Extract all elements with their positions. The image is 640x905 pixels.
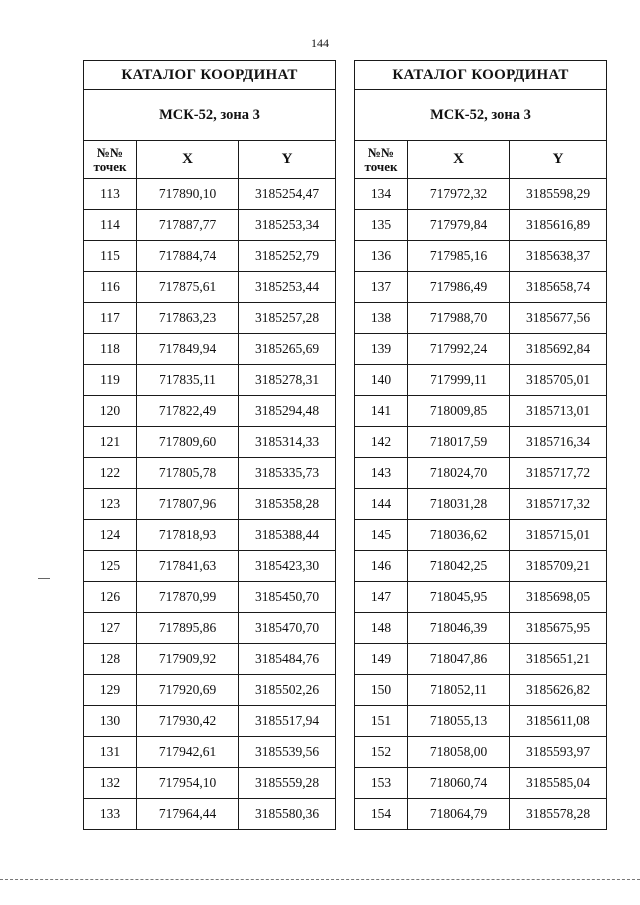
x-coordinate-cell: 717954,10 bbox=[137, 768, 239, 799]
table-row bbox=[84, 210, 336, 241]
table-row bbox=[355, 768, 607, 799]
y-coordinate-cell: 3185388,44 bbox=[239, 520, 336, 551]
x-coordinate-cell: 718060,74 bbox=[408, 768, 510, 799]
point-number-cell: 141 bbox=[355, 396, 408, 427]
x-coordinate-cell: 718052,11 bbox=[408, 675, 510, 706]
y-coordinate-cell: 3185484,76 bbox=[239, 644, 336, 675]
point-number-cell: 133 bbox=[84, 799, 137, 830]
y-coordinate-cell: 3185502,26 bbox=[239, 675, 336, 706]
header-x: X bbox=[408, 141, 510, 179]
x-coordinate-cell: 717988,70 bbox=[408, 303, 510, 334]
x-coordinate-cell: 717992,24 bbox=[408, 334, 510, 365]
x-coordinate-cell: 717930,42 bbox=[137, 706, 239, 737]
y-coordinate-cell: 3185253,34 bbox=[239, 210, 336, 241]
x-coordinate-cell: 718042,25 bbox=[408, 551, 510, 582]
coordinate-system: МСК-52, зона 3 bbox=[84, 90, 336, 141]
x-coordinate-cell: 718047,86 bbox=[408, 644, 510, 675]
x-coordinate-cell: 717835,11 bbox=[137, 365, 239, 396]
point-number-cell: 152 bbox=[355, 737, 408, 768]
page-footer-rule bbox=[0, 879, 640, 880]
y-coordinate-cell: 3185692,84 bbox=[510, 334, 607, 365]
table-row bbox=[355, 210, 607, 241]
table-row bbox=[84, 334, 336, 365]
margin-mark bbox=[38, 578, 50, 579]
coordinate-table-right bbox=[354, 60, 607, 830]
x-coordinate-cell: 718045,95 bbox=[408, 582, 510, 613]
x-coordinate-cell: 717909,92 bbox=[137, 644, 239, 675]
table-row bbox=[355, 396, 607, 427]
point-number-cell: 139 bbox=[355, 334, 408, 365]
x-coordinate-cell: 717999,11 bbox=[408, 365, 510, 396]
table-title: КАТАЛОГ КООРДИНАТ bbox=[84, 61, 336, 90]
x-coordinate-cell: 717890,10 bbox=[137, 179, 239, 210]
x-coordinate-cell: 718046,39 bbox=[408, 613, 510, 644]
x-coordinate-cell: 717884,74 bbox=[137, 241, 239, 272]
table-row bbox=[355, 427, 607, 458]
header-y: Y bbox=[239, 141, 336, 179]
point-number-cell: 134 bbox=[355, 179, 408, 210]
x-coordinate-cell: 718017,59 bbox=[408, 427, 510, 458]
point-number-cell: 125 bbox=[84, 551, 137, 582]
point-number-cell: 150 bbox=[355, 675, 408, 706]
point-number-cell: 121 bbox=[84, 427, 137, 458]
x-coordinate-cell: 717870,99 bbox=[137, 582, 239, 613]
table-row bbox=[84, 706, 336, 737]
x-coordinate-cell: 718031,28 bbox=[408, 489, 510, 520]
table-row bbox=[84, 644, 336, 675]
y-coordinate-cell: 3185658,74 bbox=[510, 272, 607, 303]
table-row bbox=[84, 520, 336, 551]
y-coordinate-cell: 3185717,32 bbox=[510, 489, 607, 520]
point-number-cell: 124 bbox=[84, 520, 137, 551]
table-row bbox=[84, 675, 336, 706]
point-number-cell: 130 bbox=[84, 706, 137, 737]
table-row bbox=[355, 489, 607, 520]
header-point-number: №№ точек bbox=[355, 141, 408, 179]
point-number-cell: 120 bbox=[84, 396, 137, 427]
table-row bbox=[84, 799, 336, 830]
y-coordinate-cell: 3185705,01 bbox=[510, 365, 607, 396]
point-number-cell: 147 bbox=[355, 582, 408, 613]
coordinate-table-left bbox=[83, 60, 336, 830]
y-coordinate-cell: 3185423,30 bbox=[239, 551, 336, 582]
point-number-cell: 148 bbox=[355, 613, 408, 644]
header-y: Y bbox=[510, 141, 607, 179]
y-coordinate-cell: 3185611,08 bbox=[510, 706, 607, 737]
y-coordinate-cell: 3185677,56 bbox=[510, 303, 607, 334]
table-row bbox=[84, 737, 336, 768]
table-row bbox=[355, 799, 607, 830]
point-number-cell: 123 bbox=[84, 489, 137, 520]
y-coordinate-cell: 3185651,21 bbox=[510, 644, 607, 675]
table-row bbox=[355, 706, 607, 737]
point-number-cell: 136 bbox=[355, 241, 408, 272]
table-row bbox=[355, 179, 607, 210]
y-coordinate-cell: 3185314,33 bbox=[239, 427, 336, 458]
x-coordinate-cell: 717807,96 bbox=[137, 489, 239, 520]
point-number-cell: 127 bbox=[84, 613, 137, 644]
y-coordinate-cell: 3185638,37 bbox=[510, 241, 607, 272]
y-coordinate-cell: 3185716,34 bbox=[510, 427, 607, 458]
point-number-cell: 140 bbox=[355, 365, 408, 396]
point-number-cell: 142 bbox=[355, 427, 408, 458]
point-number-cell: 153 bbox=[355, 768, 408, 799]
x-coordinate-cell: 718024,70 bbox=[408, 458, 510, 489]
x-coordinate-cell: 717895,86 bbox=[137, 613, 239, 644]
page-number: 144 bbox=[311, 36, 329, 50]
y-coordinate-cell: 3185580,36 bbox=[239, 799, 336, 830]
y-coordinate-cell: 3185715,01 bbox=[510, 520, 607, 551]
x-coordinate-cell: 717887,77 bbox=[137, 210, 239, 241]
x-coordinate-cell: 717986,49 bbox=[408, 272, 510, 303]
y-coordinate-cell: 3185598,29 bbox=[510, 179, 607, 210]
y-coordinate-cell: 3185252,79 bbox=[239, 241, 336, 272]
y-coordinate-cell: 3185254,47 bbox=[239, 179, 336, 210]
y-coordinate-cell: 3185578,28 bbox=[510, 799, 607, 830]
table-row bbox=[84, 427, 336, 458]
table-body-right bbox=[355, 179, 607, 830]
table-row bbox=[84, 458, 336, 489]
table-row bbox=[84, 551, 336, 582]
x-coordinate-cell: 718055,13 bbox=[408, 706, 510, 737]
point-number-cell: 122 bbox=[84, 458, 137, 489]
y-coordinate-cell: 3185616,89 bbox=[510, 210, 607, 241]
point-number-cell: 113 bbox=[84, 179, 137, 210]
point-number-cell: 114 bbox=[84, 210, 137, 241]
y-coordinate-cell: 3185253,44 bbox=[239, 272, 336, 303]
table-row bbox=[355, 334, 607, 365]
table-row bbox=[355, 520, 607, 551]
x-coordinate-cell: 718064,79 bbox=[408, 799, 510, 830]
x-coordinate-cell: 717849,94 bbox=[137, 334, 239, 365]
y-coordinate-cell: 3185713,01 bbox=[510, 396, 607, 427]
table-body-left bbox=[84, 179, 336, 830]
point-number-cell: 146 bbox=[355, 551, 408, 582]
point-number-cell: 154 bbox=[355, 799, 408, 830]
table-row bbox=[355, 613, 607, 644]
x-coordinate-cell: 717805,78 bbox=[137, 458, 239, 489]
y-coordinate-cell: 3185358,28 bbox=[239, 489, 336, 520]
point-number-cell: 118 bbox=[84, 334, 137, 365]
table-row bbox=[355, 675, 607, 706]
point-number-cell: 145 bbox=[355, 520, 408, 551]
y-coordinate-cell: 3185539,56 bbox=[239, 737, 336, 768]
table-row bbox=[355, 241, 607, 272]
table-row bbox=[84, 179, 336, 210]
point-number-cell: 115 bbox=[84, 241, 137, 272]
point-number-cell: 129 bbox=[84, 675, 137, 706]
x-coordinate-cell: 717985,16 bbox=[408, 241, 510, 272]
x-coordinate-cell: 717875,61 bbox=[137, 272, 239, 303]
header-point-number: №№ точек bbox=[84, 141, 137, 179]
x-coordinate-cell: 717920,69 bbox=[137, 675, 239, 706]
table-row bbox=[84, 489, 336, 520]
x-coordinate-cell: 717863,23 bbox=[137, 303, 239, 334]
x-coordinate-cell: 718009,85 bbox=[408, 396, 510, 427]
point-number-cell: 119 bbox=[84, 365, 137, 396]
y-coordinate-cell: 3185294,48 bbox=[239, 396, 336, 427]
point-number-cell: 132 bbox=[84, 768, 137, 799]
y-coordinate-cell: 3185335,73 bbox=[239, 458, 336, 489]
y-coordinate-cell: 3185585,04 bbox=[510, 768, 607, 799]
y-coordinate-cell: 3185450,70 bbox=[239, 582, 336, 613]
table-row bbox=[355, 458, 607, 489]
x-coordinate-cell: 717979,84 bbox=[408, 210, 510, 241]
x-coordinate-cell: 717822,49 bbox=[137, 396, 239, 427]
header-x: X bbox=[137, 141, 239, 179]
x-coordinate-cell: 718036,62 bbox=[408, 520, 510, 551]
table-row bbox=[84, 613, 336, 644]
y-coordinate-cell: 3185517,94 bbox=[239, 706, 336, 737]
y-coordinate-cell: 3185265,69 bbox=[239, 334, 336, 365]
point-number-cell: 116 bbox=[84, 272, 137, 303]
y-coordinate-cell: 3185593,97 bbox=[510, 737, 607, 768]
table-row bbox=[84, 241, 336, 272]
point-number-cell: 149 bbox=[355, 644, 408, 675]
table-row bbox=[84, 768, 336, 799]
y-coordinate-cell: 3185717,72 bbox=[510, 458, 607, 489]
table-row bbox=[355, 303, 607, 334]
point-number-cell: 128 bbox=[84, 644, 137, 675]
x-coordinate-cell: 717809,60 bbox=[137, 427, 239, 458]
point-number-cell: 135 bbox=[355, 210, 408, 241]
point-number-cell: 151 bbox=[355, 706, 408, 737]
table-row bbox=[355, 644, 607, 675]
table-row bbox=[84, 303, 336, 334]
x-coordinate-cell: 718058,00 bbox=[408, 737, 510, 768]
y-coordinate-cell: 3185257,28 bbox=[239, 303, 336, 334]
table-row bbox=[84, 272, 336, 303]
y-coordinate-cell: 3185278,31 bbox=[239, 365, 336, 396]
point-number-cell: 144 bbox=[355, 489, 408, 520]
y-coordinate-cell: 3185470,70 bbox=[239, 613, 336, 644]
point-number-cell: 137 bbox=[355, 272, 408, 303]
y-coordinate-cell: 3185709,21 bbox=[510, 551, 607, 582]
table-row bbox=[84, 396, 336, 427]
table-row bbox=[355, 365, 607, 396]
y-coordinate-cell: 3185698,05 bbox=[510, 582, 607, 613]
point-number-cell: 117 bbox=[84, 303, 137, 334]
x-coordinate-cell: 717964,44 bbox=[137, 799, 239, 830]
table-title: КАТАЛОГ КООРДИНАТ bbox=[355, 61, 607, 90]
table-row bbox=[355, 582, 607, 613]
y-coordinate-cell: 3185559,28 bbox=[239, 768, 336, 799]
x-coordinate-cell: 717942,61 bbox=[137, 737, 239, 768]
x-coordinate-cell: 717972,32 bbox=[408, 179, 510, 210]
table-row bbox=[355, 272, 607, 303]
coordinate-system: МСК-52, зона 3 bbox=[355, 90, 607, 141]
point-number-cell: 143 bbox=[355, 458, 408, 489]
table-row bbox=[84, 582, 336, 613]
point-number-cell: 138 bbox=[355, 303, 408, 334]
table-row bbox=[84, 365, 336, 396]
x-coordinate-cell: 717818,93 bbox=[137, 520, 239, 551]
table-row bbox=[355, 737, 607, 768]
point-number-cell: 126 bbox=[84, 582, 137, 613]
y-coordinate-cell: 3185675,95 bbox=[510, 613, 607, 644]
point-number-cell: 131 bbox=[84, 737, 137, 768]
table-row bbox=[355, 551, 607, 582]
x-coordinate-cell: 717841,63 bbox=[137, 551, 239, 582]
y-coordinate-cell: 3185626,82 bbox=[510, 675, 607, 706]
